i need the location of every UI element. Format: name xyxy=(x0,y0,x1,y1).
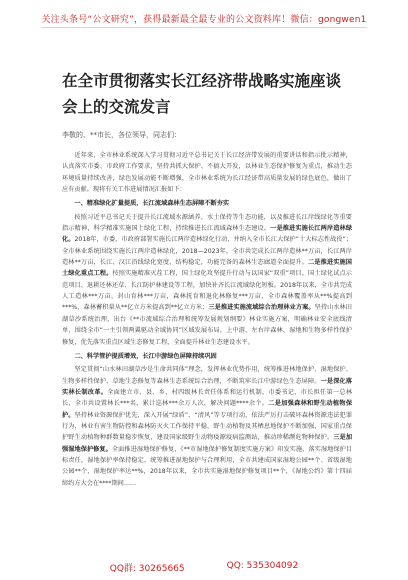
section-1-paragraph xyxy=(62,212,352,348)
section-heading-1: 一、精准绿化扩量提质，长江流域森林生态屏障不断夯实 xyxy=(74,200,230,208)
document-title: 在全市贯彻落实长江经济带战略实施座谈会上的交流发言 xyxy=(62,72,342,116)
header-banner xyxy=(0,0,408,40)
section-1-text-c: 按照实施精准灭茬工程，国土绿化攻坚提升行动与以国家“双重”项目、国土绿化试点示范项目、退耕还林还草、长江防护林建设等工程，加快补齐长江流域绿化短板。2018年以来，全市共完成人工造林***万亩，封山育林***万亩，森林抚育和退化林修复***万亩，全市森林覆盖率从**%提高到***%，森林蓄积量从**亿立方米提高到**亿立方米； xyxy=(62,270,352,312)
section-2-text-d: 全面推进湿地保护修复，《**市湿地保护修复制度实施方案》印发实施，落实湿地保护目标责任，湿地保护率保持稳定，统筹推进湿地保护与合理利用，全市共建成国家湿地公园**个、省级湿地公园**个，湿地保护率达**%，2018年以来，全市共实施湿地保护修复项目**个，《湿地公约》第十四届缔约方大会在****期间…… xyxy=(62,445,352,487)
section-2-point-2: 二是加强森林和野生动植物保护。 xyxy=(62,400,352,419)
section-1-point-3: 三是推进实施流域综合治理林业方案。 xyxy=(208,304,315,312)
section-1-point-1: 一是推进实施长江两岸造林绿化。 xyxy=(62,225,352,244)
footer-qq-group: QQ群: 30265665 xyxy=(109,564,185,574)
section-1-text-d: 坚持山水林田湖草沙系统治理，出台《**市流域综合治理和统筹发展规划纲要》林业实施方案，明确林业安全底线清单，围绕全市“一主引领两翼驱动全域协同”区域发展布局，上中游、左右岸森林、湿地和生物多样性保护修复，优先落实重点区域生态修复工程，全面提升林业生态建设水平。 xyxy=(62,304,352,346)
section-2-paragraph xyxy=(62,364,352,489)
footer-contact xyxy=(0,561,408,577)
section-2-text-b: 全面建立市、县、乡、村四级林长责任体系和运行机制，市委书记、市长担任第一总林长，全市共设置林长***名，累计巡林***余万人次，解决问题****余个。 xyxy=(62,388,352,408)
section-1-text-b: 2018年，市委、市政府部署实施长江两岸造林绿化行动，并纳入全市长江大保护“十大标志性战役”；全市林业系统围绕实施长江两岸造林绿化，2018—2023年，全市共完成长江两岸造林**万亩，长江两岸造林**万亩，长江、汉江沿线绿化宽度，结构稳定，功能完备的森林生态廊道全面提升。 xyxy=(62,236,352,267)
intro-paragraph: 近年来，全市林业系统深入学习贯彻习近平总书记关于长江经济带发展的重要讲话和指示批示精神，认真落实市委、市政府工作要求，坚持共抓大保护、不搞大开发，以林业生态保护修复为重点，推动生态环境质量持续改善，绿色发展动能不断增强，全市林业系统为长江经济带高质量发展的绿色底色，做出了应有贡献。现将有关工作进展情况汇报如下： xyxy=(62,152,352,194)
section-1-text-a: 按照习近平总书记关于提升长江流域水源涵养、水土保持等生态功能，以及推进长江岸线绿化等重要指示精神，科学精准实施国土绿化工程，持续推进长江流域森林生态建设。 xyxy=(62,213,352,233)
salutation: 李敬的、**市长，各位领导，同志们： xyxy=(62,131,181,139)
section-2-point-3: 三是加强湿地保护修复。 xyxy=(62,434,352,453)
footer-qq: QQ: 535304092 xyxy=(226,561,299,571)
section-2-text-a: 坚定贯彻“山水林田湖草沙是生命共同体”理念，发挥林业优势作用，统筹推进林地保护、湿地保护、生物多样性保护、草地生态修复等森林生态系统综合治理，不断筑牢长江中游绿色生态屏障。 xyxy=(62,366,352,385)
document-body xyxy=(62,150,352,558)
section-heading-2: 二、科学管护提质增效，长江中游绿色屏障持续巩固 xyxy=(74,352,217,360)
section-2-text-c: 坚持林业资源保护优先，深入开展“绿盾”、“清风”等专项行动，依法严厉打击破坏森林资源违法犯罪行为，林业有害生物防控和森林防灭火工作保持平稳，野生动植物及其栖息地保护不断加强，国家重点保护野生动植物种群数量稳步恢复，建设国家级野生动物疫源疫病监测站，推动珍稀濒危物种保护。 xyxy=(62,411,352,442)
section-1-point-2: 二是推进实施国土绿化重点工程。 xyxy=(62,259,352,278)
banner-text: 关注头条号“公文研究”，获得最新最全最专业的公文资料库！微信：gongwen1 xyxy=(41,12,366,28)
section-2-point-1: 一是深化落实林长制改革。 xyxy=(62,377,352,396)
